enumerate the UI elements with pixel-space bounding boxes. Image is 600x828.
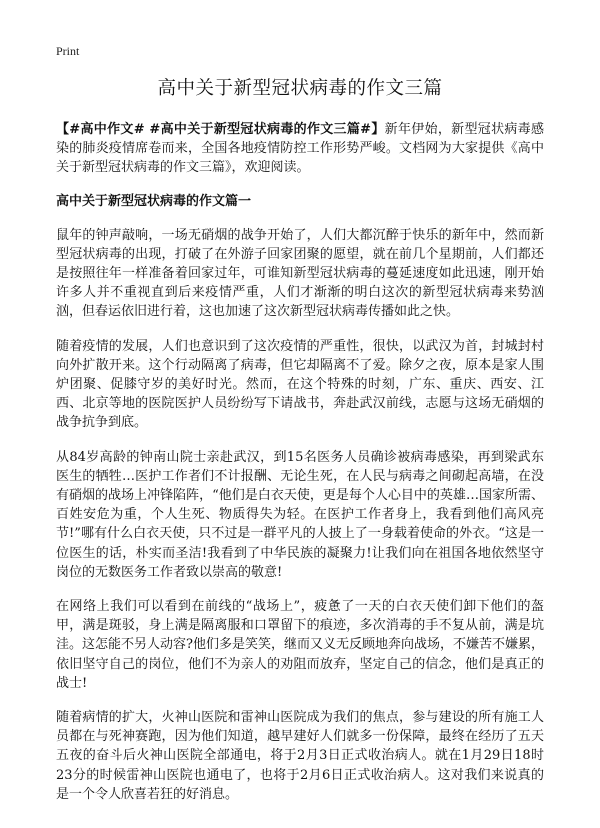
- article-title: 高中关于新型冠状病毒的作文三篇: [157, 78, 443, 99]
- paragraph-2: 随着疫情的发展，人们也意识到了这次疫情的严重性，很快，以武汉为首，封城封村向外扩散开来。这个行动隔离了病毒，但它却隔离不了爱。除夕之夜，原本是家人围炉团聚、促膝守岁的美好时光。然而，在这个特殊的时刻，广东、重庆、西安、江西、北京等地的医院医护人员纷纷写下请战书，奔赴武汉前线，志愿与这场无硝烟的战争抗争到底。: [56, 338, 544, 431]
- paragraph-3: 从84岁高龄的钟南山院士亲赴武汉，到15名医务人员确诊被病毒感染，再到梁武东医生的牺牲…医护工作者们不计报酬、无论生死，在人民与病毒之间砌起高墙，在没有硝烟的战场上冲锋陷阵，“他们是白衣天使，更是每个人心目中的英雄…国家所需、百姓安危为重，个人生死、物质得失为轻。在医护工作者身上，我看到他们高风亮节!”哪有什么白衣天使，只不过是一群平凡的人披上了一身载着使命的外衣。“这是一位医生的话，朴实而圣洁!我看到了中华民族的凝聚力!让我们向在祖国各地依然坚守岗位的无数医务工作者致以崇高的敬意!: [56, 449, 544, 580]
- print-link[interactable]: Print: [56, 44, 80, 58]
- section-heading: 高中关于新型冠状病毒的作文篇一: [56, 193, 252, 209]
- paragraph-4: 在网络上我们可以看到在前线的“战场上”，疲惫了一天的白衣天使们卸下他们的盔甲，满是斑驳，身上满是隔离服和口罩留下的痕迹，多次消毒的手不复从前，满是坑洼。这怎能不另人动容?他们多是笑笑，继而又义无反顾地奔向战场，不嫌苦不嫌累，依旧坚守自己的岗位，他们不为亲人的劝阻而放弃，坚定自己的信念，他们是真正的战士!: [56, 599, 544, 691]
- paragraph-5: 随着病情的扩大，火神山医院和雷神山医院成为我们的焦点，参与建设的所有施工人员都在与死神赛跑，因为他们知道，越早建好人们就多一份保障，最终在经历了五天五夜的奋斗后火神山医院全部通电，将于2月3日正式收治病人。就在1月29日18时23分的时候雷神山医院也通电了，也将于2月6日正式收治病人。这对我们来说真的是一个令人欣喜若狂的好消息。: [56, 710, 544, 802]
- article: [56, 76, 544, 819]
- intro-tags: 【#高中作文# #高中关于新型冠状病毒的作文三篇#】: [56, 122, 385, 137]
- article-intro: [56, 120, 544, 178]
- paragraph-1: 鼠年的钟声敲响，一场无硝烟的战争开始了，人们大都沉醉于快乐的新年中，然而新型冠状病毒的出现，打破了在外游子回家团聚的愿望，就在前几个星期前，人们都还是按照往年一样准备着回家过年，可谁知新型冠状病毒的蔓延速度如此迅速，刚开始许多人并不重视直到后来疫情严重，人们才渐渐的明白这次的新型冠状病毒来势汹汹，但春运依旧进行着，这也加速了这次新型冠状病毒传播如此之快。: [56, 227, 544, 320]
- intro-text: 新年伊始，新型冠状病毒感染的肺炎疫情席卷而来，全国各地疫情防控工作形势严峻。文档网为大家提供《高中关于新型冠状病毒的作文三篇》，欢迎阅读。: [56, 122, 544, 176]
